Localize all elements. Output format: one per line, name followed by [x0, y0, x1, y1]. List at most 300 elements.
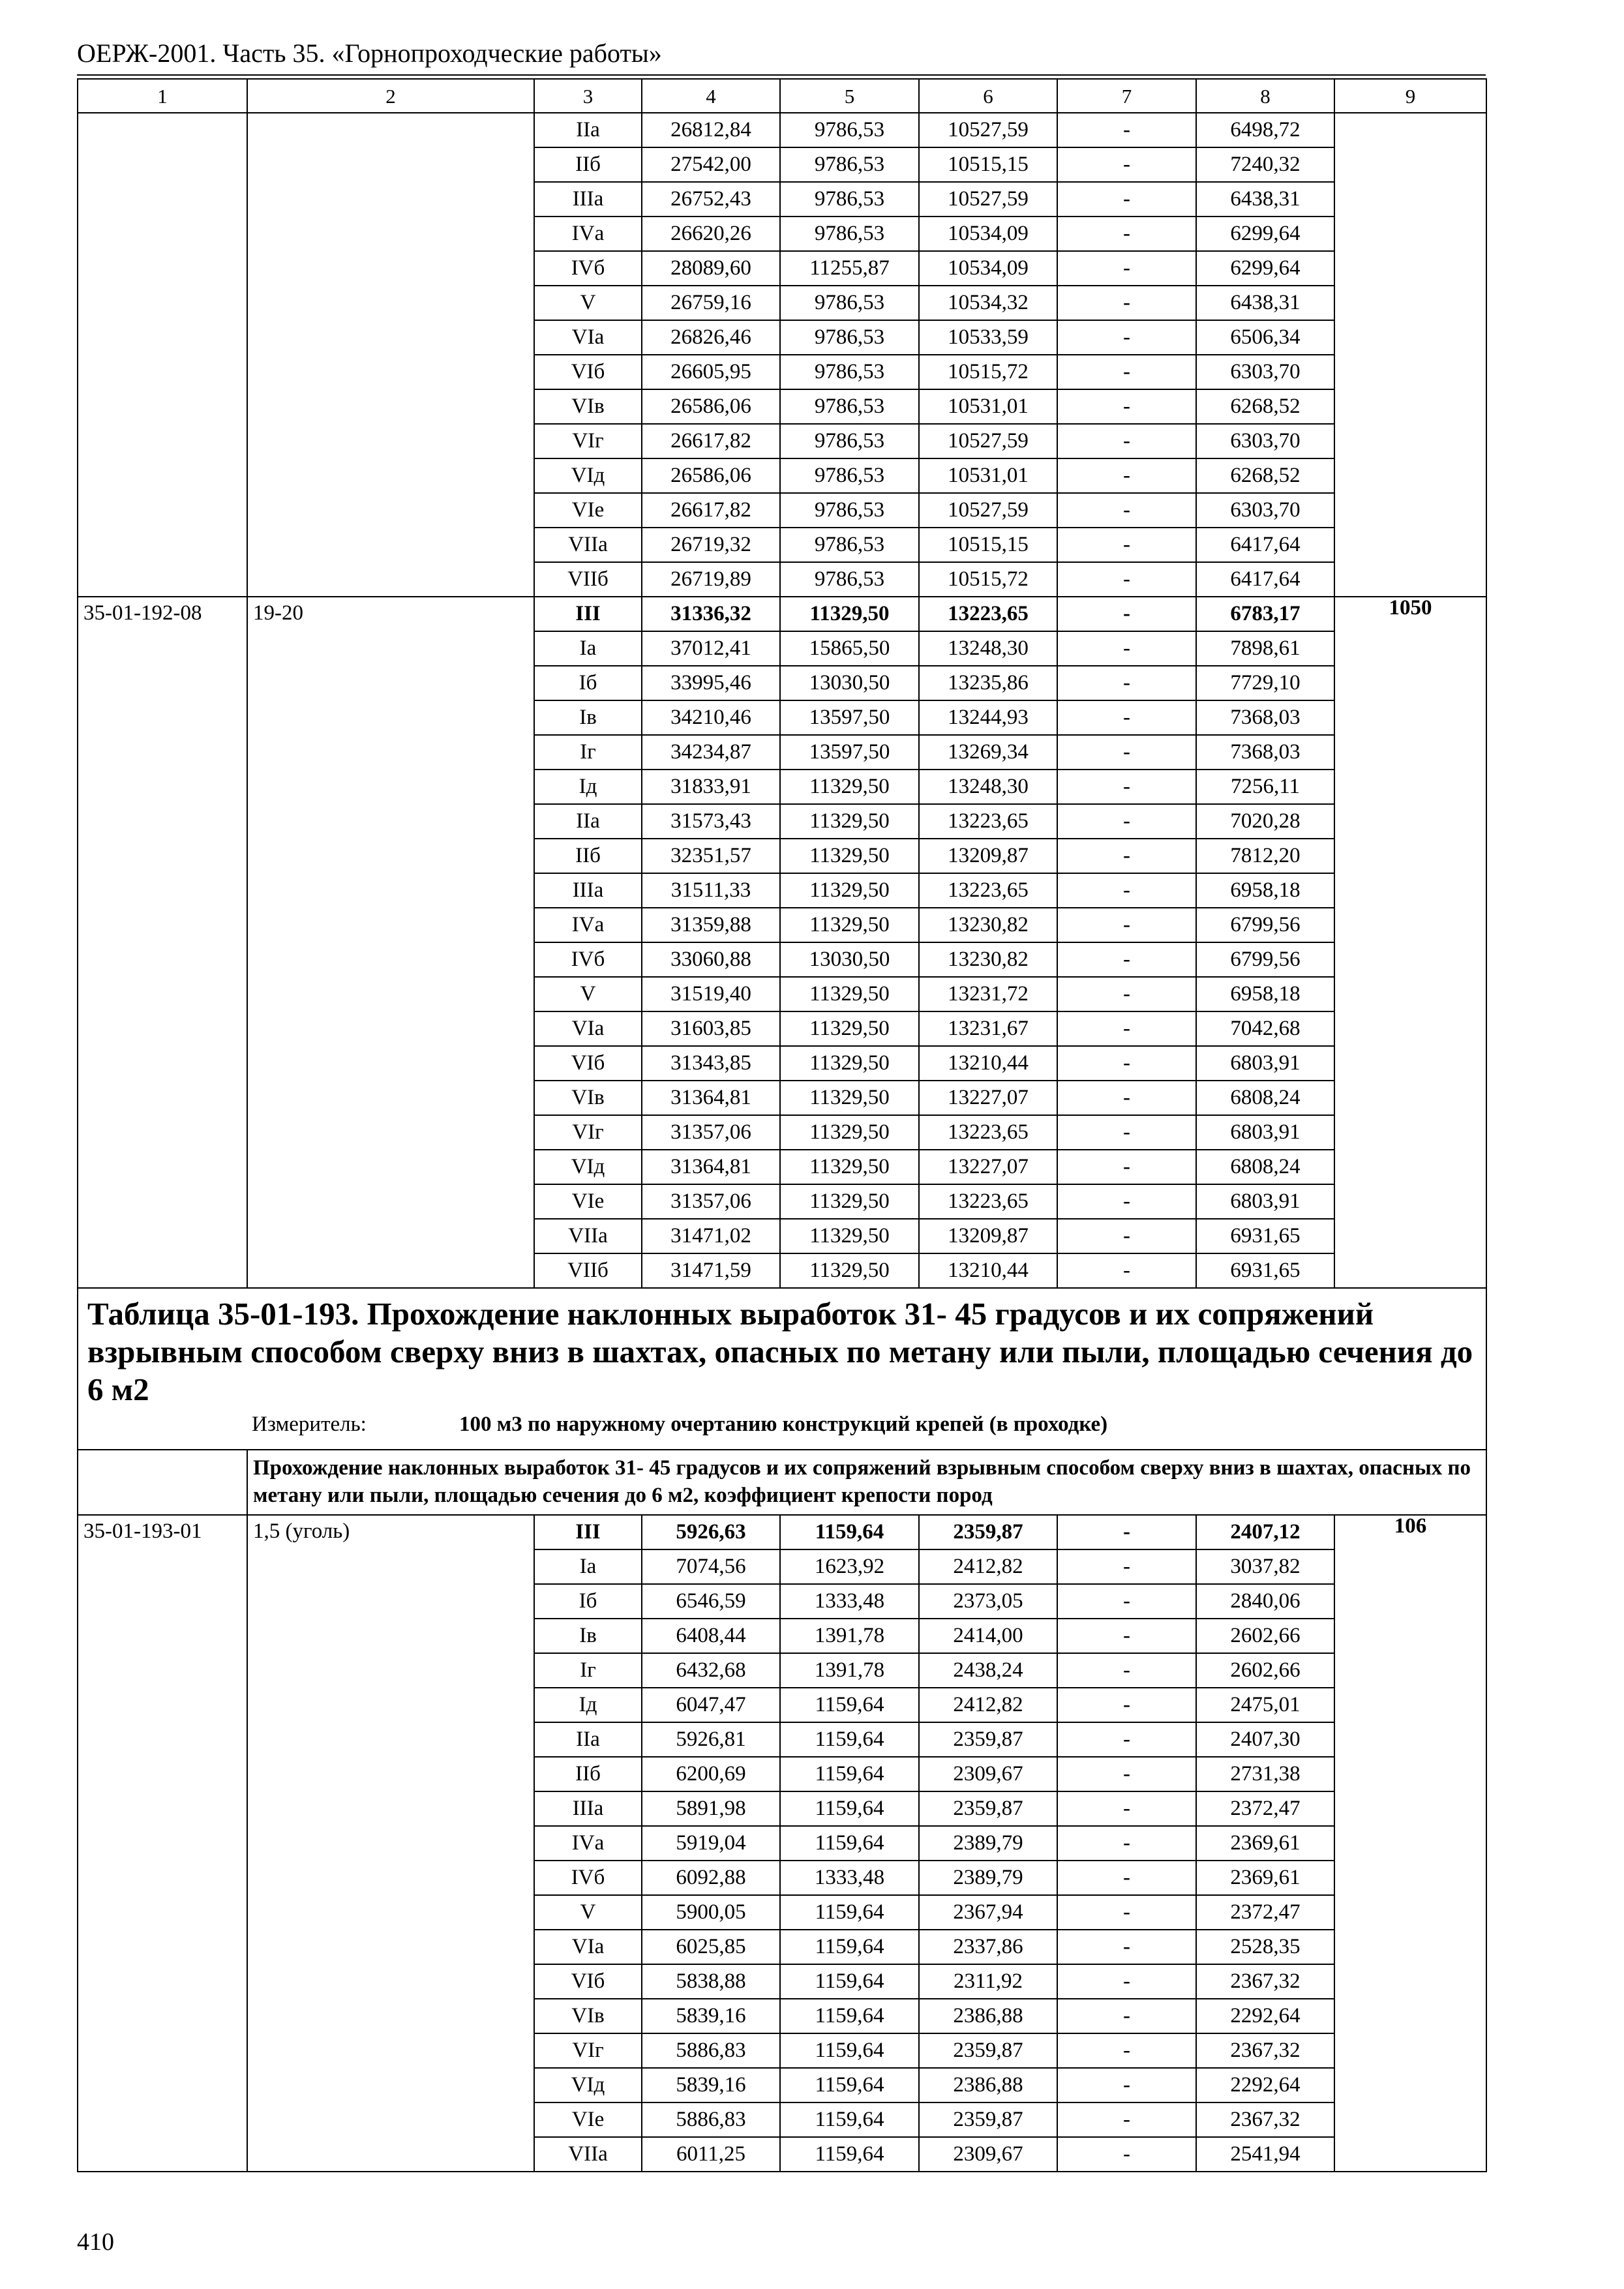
cell-drivers-wages: - — [1057, 1757, 1196, 1791]
cell-materials: 2369,61 — [1196, 1826, 1334, 1861]
cell-wages: 9786,53 — [780, 320, 919, 355]
cell-wages: 11329,50 — [780, 1011, 919, 1046]
cell-drivers-wages: - — [1057, 2068, 1196, 2102]
cell-machines: 10515,72 — [919, 562, 1057, 597]
cell-norm: IIа — [534, 804, 642, 839]
cell-materials: 2840,06 — [1196, 1584, 1334, 1619]
cell-materials: 6303,70 — [1196, 493, 1334, 528]
cell-norm: VIг — [534, 424, 642, 458]
cell-drivers-wages: - — [1057, 1895, 1196, 1930]
cell-materials: 6438,31 — [1196, 182, 1334, 217]
cell-wages: 1159,64 — [780, 1757, 919, 1791]
cell-norm: VIа — [534, 1930, 642, 1964]
cell-materials: 2369,61 — [1196, 1861, 1334, 1895]
cell-materials: 7729,10 — [1196, 666, 1334, 700]
cell-total-cost: 6408,44 — [642, 1619, 780, 1653]
cell-materials: 2541,94 — [1196, 2137, 1334, 2172]
column-number-header: 4 — [642, 79, 780, 113]
cell-total-cost: 37012,41 — [642, 631, 780, 666]
cell-total-cost: 6432,68 — [642, 1653, 780, 1688]
cell-labor: 1050 — [1334, 597, 1486, 1288]
cell-norm: Iг — [534, 1653, 642, 1688]
cell-drivers-wages: - — [1057, 1688, 1196, 1722]
cell-machines: 13248,30 — [919, 631, 1057, 666]
cell-wages: 1159,64 — [780, 1895, 919, 1930]
cell-materials: 2292,64 — [1196, 2068, 1334, 2102]
cell-materials: 6958,18 — [1196, 873, 1334, 908]
cell-drivers-wages: - — [1057, 1515, 1196, 1549]
cell-wages: 11329,50 — [780, 1219, 919, 1253]
cell-drivers-wages: - — [1057, 320, 1196, 355]
cell-materials: 6808,24 — [1196, 1081, 1334, 1115]
cell-materials: 7020,28 — [1196, 804, 1334, 839]
cell-parameter: 19-20 — [247, 597, 534, 1288]
cell-machines: 10527,59 — [919, 424, 1057, 458]
cell-materials: 6799,56 — [1196, 908, 1334, 942]
cell-total-cost: 31519,40 — [642, 977, 780, 1011]
cell-machines: 2414,00 — [919, 1619, 1057, 1653]
cell-drivers-wages: - — [1057, 1046, 1196, 1081]
cell-wages: 1159,64 — [780, 1930, 919, 1964]
cell-wages: 9786,53 — [780, 147, 919, 182]
table-title-cell — [78, 1288, 1486, 1450]
cell-materials: 6506,34 — [1196, 320, 1334, 355]
cell-drivers-wages: - — [1057, 908, 1196, 942]
cell-total-cost: 28089,60 — [642, 251, 780, 286]
cell-norm: VIIа — [534, 1219, 642, 1253]
meter-line — [87, 1411, 1477, 1440]
cell-total-cost: 26752,43 — [642, 182, 780, 217]
cell-materials: 6803,91 — [1196, 1115, 1334, 1150]
table-subtitle-row — [78, 1450, 1486, 1515]
cell-wages: 9786,53 — [780, 389, 919, 424]
cell-total-cost: 34210,46 — [642, 700, 780, 735]
cell-total-cost: 5919,04 — [642, 1826, 780, 1861]
cell-machines: 13223,65 — [919, 873, 1057, 908]
cell-machines: 2367,94 — [919, 1895, 1057, 1930]
cell-drivers-wages: - — [1057, 1150, 1196, 1184]
cell-total-cost: 33995,46 — [642, 666, 780, 700]
cell-wages: 11329,50 — [780, 1046, 919, 1081]
header-rule — [77, 74, 1486, 76]
cell-materials: 6958,18 — [1196, 977, 1334, 1011]
cell-wages: 1159,64 — [780, 1515, 919, 1549]
cell-total-cost: 27542,00 — [642, 147, 780, 182]
cell-total-cost: 26759,16 — [642, 286, 780, 320]
cell-total-cost: 34234,87 — [642, 735, 780, 770]
cell-machines: 13231,72 — [919, 977, 1057, 1011]
cell-machines: 10515,72 — [919, 355, 1057, 389]
cell-materials: 7240,32 — [1196, 147, 1334, 182]
table-row — [78, 597, 1486, 631]
cell-norm: IVа — [534, 1826, 642, 1861]
cell-materials: 7898,61 — [1196, 631, 1334, 666]
cell-norm: IIа — [534, 1722, 642, 1757]
cell-norm: Iв — [534, 700, 642, 735]
cell-norm: Iг — [534, 735, 642, 770]
table-title-row — [78, 1288, 1486, 1450]
cell-wages: 11329,50 — [780, 908, 919, 942]
cell-materials: 6438,31 — [1196, 286, 1334, 320]
cell-drivers-wages: - — [1057, 113, 1196, 147]
cell-wages: 1159,64 — [780, 1688, 919, 1722]
cell-total-cost: 26719,89 — [642, 562, 780, 597]
cell-wages: 1159,64 — [780, 1791, 919, 1826]
cell-total-cost: 26620,26 — [642, 217, 780, 251]
cell-norm: IIб — [534, 1757, 642, 1791]
column-header-row — [78, 79, 1486, 113]
cell-norm: IVб — [534, 1861, 642, 1895]
cell-norm: VIв — [534, 1081, 642, 1115]
cell-wages: 9786,53 — [780, 217, 919, 251]
cell-norm: Iб — [534, 666, 642, 700]
cell-materials: 6498,72 — [1196, 113, 1334, 147]
cell-total-cost: 26586,06 — [642, 458, 780, 493]
cell-wages: 13030,50 — [780, 942, 919, 977]
cell-drivers-wages: - — [1057, 2137, 1196, 2172]
cell-wages: 9786,53 — [780, 458, 919, 493]
cell-drivers-wages: - — [1057, 217, 1196, 251]
cell-total-cost: 26605,95 — [642, 355, 780, 389]
cell-wages: 9786,53 — [780, 424, 919, 458]
page-number: 410 — [77, 2228, 114, 2256]
cell-drivers-wages: - — [1057, 666, 1196, 700]
table-row — [78, 113, 1486, 147]
cell-wages: 11329,50 — [780, 873, 919, 908]
cell-drivers-wages: - — [1057, 1184, 1196, 1219]
cell-materials: 2602,66 — [1196, 1619, 1334, 1653]
cell-materials: 6799,56 — [1196, 942, 1334, 977]
cell-machines: 2359,87 — [919, 1791, 1057, 1826]
cell-machines: 13269,34 — [919, 735, 1057, 770]
cell-norm: IIа — [534, 113, 642, 147]
cell-machines: 2309,67 — [919, 2137, 1057, 2172]
cell-materials: 6268,52 — [1196, 389, 1334, 424]
cell-machines: 2359,87 — [919, 1722, 1057, 1757]
cell-materials: 2731,38 — [1196, 1757, 1334, 1791]
cell-parameter-empty — [247, 113, 534, 597]
cell-materials: 7368,03 — [1196, 735, 1334, 770]
cell-machines: 2359,87 — [919, 2033, 1057, 2068]
cell-wages: 11255,87 — [780, 251, 919, 286]
cell-materials: 2475,01 — [1196, 1688, 1334, 1722]
cell-total-cost: 31364,81 — [642, 1081, 780, 1115]
cell-machines: 13235,86 — [919, 666, 1057, 700]
cell-code: 35-01-193-01 — [78, 1515, 247, 2172]
cell-drivers-wages: - — [1057, 251, 1196, 286]
cell-total-cost: 26586,06 — [642, 389, 780, 424]
cell-wages: 9786,53 — [780, 182, 919, 217]
cell-materials: 2372,47 — [1196, 1791, 1334, 1826]
cell-wages: 1391,78 — [780, 1619, 919, 1653]
cell-machines: 10515,15 — [919, 528, 1057, 562]
cell-wages: 13597,50 — [780, 735, 919, 770]
cell-machines: 2389,79 — [919, 1861, 1057, 1895]
cell-norm: III — [534, 1515, 642, 1549]
cell-total-cost: 6546,59 — [642, 1584, 780, 1619]
cell-wages: 1159,64 — [780, 2102, 919, 2137]
cell-norm: VIа — [534, 320, 642, 355]
cell-machines: 2386,88 — [919, 2068, 1057, 2102]
cell-machines: 2412,82 — [919, 1549, 1057, 1584]
cell-wages: 11329,50 — [780, 1081, 919, 1115]
cell-machines: 2359,87 — [919, 1515, 1057, 1549]
cell-materials: 3037,82 — [1196, 1549, 1334, 1584]
cell-total-cost: 5926,81 — [642, 1722, 780, 1757]
cell-machines: 13209,87 — [919, 1219, 1057, 1253]
cell-machines: 13210,44 — [919, 1046, 1057, 1081]
cell-machines: 13223,65 — [919, 1184, 1057, 1219]
cell-code-empty — [78, 113, 247, 597]
cell-materials: 6303,70 — [1196, 424, 1334, 458]
cell-norm: Iд — [534, 1688, 642, 1722]
cell-drivers-wages: - — [1057, 1861, 1196, 1895]
cell-total-cost: 6011,25 — [642, 2137, 780, 2172]
cell-drivers-wages: - — [1057, 977, 1196, 1011]
cell-materials: 6417,64 — [1196, 528, 1334, 562]
cell-wages: 1333,48 — [780, 1584, 919, 1619]
cell-parameter: 1,5 (уголь) — [247, 1515, 534, 2172]
cell-machines: 2412,82 — [919, 1688, 1057, 1722]
cell-machines: 13223,65 — [919, 804, 1057, 839]
cell-machines: 13223,65 — [919, 1115, 1057, 1150]
cell-drivers-wages: - — [1057, 1115, 1196, 1150]
cell-wages: 1159,64 — [780, 1722, 919, 1757]
cell-total-cost: 33060,88 — [642, 942, 780, 977]
cell-drivers-wages: - — [1057, 770, 1196, 804]
cell-total-cost: 31471,02 — [642, 1219, 780, 1253]
cell-materials: 7042,68 — [1196, 1011, 1334, 1046]
cell-drivers-wages: - — [1057, 1964, 1196, 1999]
cell-total-cost: 31364,81 — [642, 1150, 780, 1184]
cell-norm: VIе — [534, 2102, 642, 2137]
cell-materials: 6783,17 — [1196, 597, 1334, 631]
cell-norm: IIIа — [534, 1791, 642, 1826]
cell-drivers-wages: - — [1057, 804, 1196, 839]
cell-wages: 1159,64 — [780, 1964, 919, 1999]
cell-norm: VIе — [534, 493, 642, 528]
cell-machines: 2311,92 — [919, 1964, 1057, 1999]
cell-norm: VIе — [534, 1184, 642, 1219]
cell-drivers-wages: - — [1057, 562, 1196, 597]
cell-norm: Iб — [534, 1584, 642, 1619]
cell-total-cost: 6092,88 — [642, 1861, 780, 1895]
page-header-title: ОЕРЖ-2001. Часть 35. «Горнопроходческие работы» — [77, 38, 662, 68]
column-number-header: 7 — [1057, 79, 1196, 113]
cell-total-cost: 6200,69 — [642, 1757, 780, 1791]
cell-machines: 10534,09 — [919, 251, 1057, 286]
cell-drivers-wages: - — [1057, 735, 1196, 770]
cell-norm: VIб — [534, 355, 642, 389]
cell-materials: 2367,32 — [1196, 2102, 1334, 2137]
cell-drivers-wages: - — [1057, 1653, 1196, 1688]
cell-drivers-wages: - — [1057, 2102, 1196, 2137]
cell-total-cost: 5839,16 — [642, 1999, 780, 2033]
cell-norm: VIIб — [534, 1253, 642, 1288]
cell-wages: 9786,53 — [780, 113, 919, 147]
cell-wages: 9786,53 — [780, 286, 919, 320]
cell-drivers-wages: - — [1057, 1930, 1196, 1964]
cell-total-cost: 6025,85 — [642, 1930, 780, 1964]
cell-norm: V — [534, 286, 642, 320]
cell-norm: IVа — [534, 217, 642, 251]
cell-drivers-wages: - — [1057, 700, 1196, 735]
cell-wages: 1623,92 — [780, 1549, 919, 1584]
cell-total-cost: 26617,82 — [642, 493, 780, 528]
cell-wages: 1159,64 — [780, 2033, 919, 2068]
cell-total-cost: 31603,85 — [642, 1011, 780, 1046]
cell-machines: 13248,30 — [919, 770, 1057, 804]
cell-norm: VIIа — [534, 2137, 642, 2172]
cell-total-cost: 5886,83 — [642, 2033, 780, 2068]
cell-materials: 6417,64 — [1196, 562, 1334, 597]
cell-materials: 6803,91 — [1196, 1184, 1334, 1219]
cell-total-cost: 5926,63 — [642, 1515, 780, 1549]
cell-drivers-wages: - — [1057, 182, 1196, 217]
cell-norm: VIIб — [534, 562, 642, 597]
cell-materials: 6931,65 — [1196, 1219, 1334, 1253]
cell-drivers-wages: - — [1057, 873, 1196, 908]
cell-machines: 13210,44 — [919, 1253, 1057, 1288]
cell-drivers-wages: - — [1057, 528, 1196, 562]
cell-drivers-wages: - — [1057, 942, 1196, 977]
cell-norm: IVб — [534, 942, 642, 977]
cell-drivers-wages: - — [1057, 1826, 1196, 1861]
cell-machines: 10534,09 — [919, 217, 1057, 251]
cell-total-cost: 5838,88 — [642, 1964, 780, 1999]
cell-total-cost: 5900,05 — [642, 1895, 780, 1930]
cell-materials: 7368,03 — [1196, 700, 1334, 735]
cell-norm: IVа — [534, 908, 642, 942]
cell-norm: VIг — [534, 2033, 642, 2068]
rates-table — [77, 78, 1487, 2172]
cell-wages: 11329,50 — [780, 839, 919, 873]
cell-wages: 1159,64 — [780, 1999, 919, 2033]
cell-norm: VIв — [534, 389, 642, 424]
cell-materials: 2528,35 — [1196, 1930, 1334, 1964]
table-row — [78, 1515, 1486, 1549]
column-number-header: 1 — [78, 79, 247, 113]
cell-machines: 2389,79 — [919, 1826, 1057, 1861]
cell-machines: 10531,01 — [919, 458, 1057, 493]
cell-machines: 13209,87 — [919, 839, 1057, 873]
cell-labor: 106 — [1334, 1515, 1486, 2172]
cell-drivers-wages: - — [1057, 286, 1196, 320]
cell-materials: 6268,52 — [1196, 458, 1334, 493]
cell-total-cost: 31357,06 — [642, 1115, 780, 1150]
cell-materials: 7812,20 — [1196, 839, 1334, 873]
cell-norm: V — [534, 977, 642, 1011]
cell-total-cost: 26719,32 — [642, 528, 780, 562]
column-number-header: 8 — [1196, 79, 1334, 113]
cell-total-cost: 26826,46 — [642, 320, 780, 355]
cell-machines: 13231,67 — [919, 1011, 1057, 1046]
cell-machines: 10527,59 — [919, 182, 1057, 217]
cell-norm: VIд — [534, 458, 642, 493]
cell-machines: 2359,87 — [919, 2102, 1057, 2137]
cell-drivers-wages: - — [1057, 1791, 1196, 1826]
cell-total-cost: 5886,83 — [642, 2102, 780, 2137]
column-number-header: 9 — [1334, 79, 1486, 113]
cell-materials: 2372,47 — [1196, 1895, 1334, 1930]
cell-norm: VIд — [534, 2068, 642, 2102]
cell-total-cost: 31833,91 — [642, 770, 780, 804]
cell-norm: VIд — [534, 1150, 642, 1184]
cell-machines: 13244,93 — [919, 700, 1057, 735]
cell-total-cost: 5839,16 — [642, 2068, 780, 2102]
cell-norm: IVб — [534, 251, 642, 286]
cell-drivers-wages: - — [1057, 2033, 1196, 2068]
table-subtitle: Прохождение наклонных выработок 31- 45 градусов и их сопряжений взрывным способом сверху вниз в шахтах, опасных по метану или пыли, площадью сечения до 6 м2, коэффициент крепости пород — [247, 1450, 1486, 1515]
cell-machines: 2386,88 — [919, 1999, 1057, 2033]
cell-materials: 6808,24 — [1196, 1150, 1334, 1184]
cell-machines: 10515,15 — [919, 147, 1057, 182]
cell-wages: 11329,50 — [780, 1115, 919, 1150]
cell-drivers-wages: - — [1057, 1722, 1196, 1757]
meter-value: 100 м3 по наружному очертанию конструкций крепей (в проходке) — [459, 1413, 1108, 1436]
cell-machines: 2337,86 — [919, 1930, 1057, 1964]
cell-wages: 1159,64 — [780, 2068, 919, 2102]
column-number-header: 5 — [780, 79, 919, 113]
cell-norm: IIIа — [534, 873, 642, 908]
cell-machines: 13230,82 — [919, 908, 1057, 942]
cell-wages: 1333,48 — [780, 1861, 919, 1895]
cell-drivers-wages: - — [1057, 1619, 1196, 1653]
cell-machines: 2373,05 — [919, 1584, 1057, 1619]
cell-total-cost: 26617,82 — [642, 424, 780, 458]
cell-labor-empty — [1334, 113, 1486, 597]
cell-total-cost: 32351,57 — [642, 839, 780, 873]
cell-total-cost: 7074,56 — [642, 1549, 780, 1584]
cell-norm: IIIа — [534, 182, 642, 217]
cell-total-cost: 5891,98 — [642, 1791, 780, 1826]
cell-materials: 6299,64 — [1196, 251, 1334, 286]
cell-machines: 10534,32 — [919, 286, 1057, 320]
cell-norm: VIб — [534, 1046, 642, 1081]
cell-norm: III — [534, 597, 642, 631]
cell-drivers-wages: - — [1057, 839, 1196, 873]
cell-drivers-wages: - — [1057, 1584, 1196, 1619]
cell-norm: Iа — [534, 631, 642, 666]
cell-total-cost: 31471,59 — [642, 1253, 780, 1288]
cell-total-cost: 31343,85 — [642, 1046, 780, 1081]
cell-drivers-wages: - — [1057, 1011, 1196, 1046]
cell-norm: VIв — [534, 1999, 642, 2033]
cell-norm: IIб — [534, 839, 642, 873]
cell-wages: 13030,50 — [780, 666, 919, 700]
cell-wages: 1159,64 — [780, 1826, 919, 1861]
cell-materials: 2367,32 — [1196, 2033, 1334, 2068]
cell-machines: 10527,59 — [919, 113, 1057, 147]
cell-materials: 2407,30 — [1196, 1722, 1334, 1757]
cell-machines: 13230,82 — [919, 942, 1057, 977]
cell-wages: 15865,50 — [780, 631, 919, 666]
cell-wages: 11329,50 — [780, 1150, 919, 1184]
cell-wages: 9786,53 — [780, 355, 919, 389]
cell-machines: 10531,01 — [919, 389, 1057, 424]
cell-machines: 13227,07 — [919, 1081, 1057, 1115]
cell-wages: 13597,50 — [780, 700, 919, 735]
cell-norm: Iд — [534, 770, 642, 804]
cell-drivers-wages: - — [1057, 147, 1196, 182]
cell-wages: 1391,78 — [780, 1653, 919, 1688]
cell-norm: VIб — [534, 1964, 642, 1999]
column-number-header: 3 — [534, 79, 642, 113]
cell-drivers-wages: - — [1057, 1999, 1196, 2033]
subtitle-spacer — [78, 1450, 247, 1515]
cell-drivers-wages: - — [1057, 1081, 1196, 1115]
cell-total-cost: 31336,32 — [642, 597, 780, 631]
